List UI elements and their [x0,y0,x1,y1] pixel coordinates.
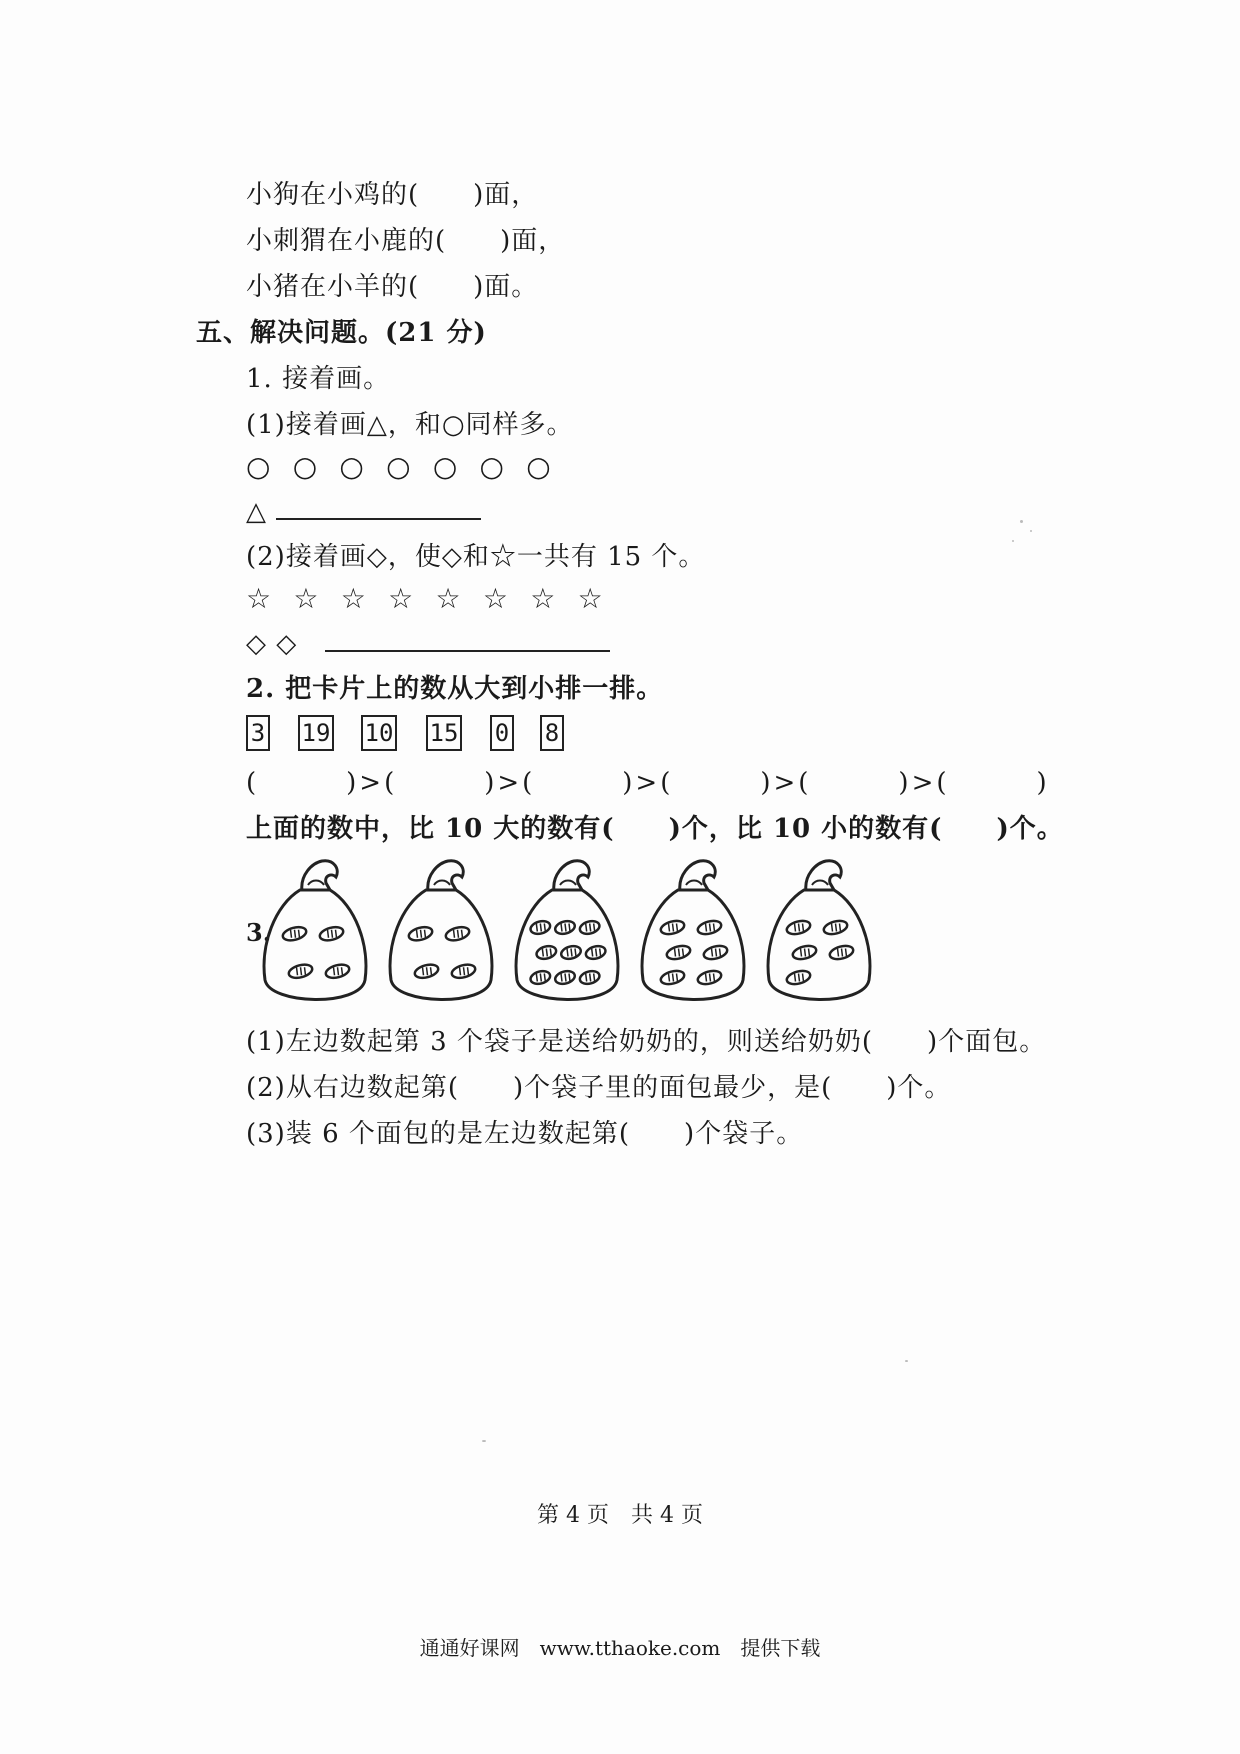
q1-part1-prompt: (1)接着画△，和○同样多。 [246,410,574,440]
bread-icon [413,962,439,980]
bread-icon [529,969,551,986]
bread-icon [696,919,722,937]
download-source: 通通好课网 www.tthaoke.com 提供下载 [419,1636,821,1660]
circle-icon: ○ [432,450,459,483]
circle-icon: ○ [479,450,505,483]
bread-icon [696,969,722,987]
bread-icon [324,962,350,980]
bread-bag [390,861,492,1000]
diamond-icon: ◇ ◇ [246,629,298,659]
star-icon: ☆ [340,582,367,615]
q3-label: 3. [246,918,272,947]
bread-icon [535,944,557,961]
star-row [246,582,616,617]
count-answer-line: 上面的数中，比 10 大的数有( )个，比 10 小的数有( )个。 [246,814,1064,844]
star-icon: ☆ [246,582,273,615]
bread-icon [785,919,811,937]
bread-bag [516,861,618,1000]
bread-icon [822,919,848,937]
circle-icon: ○ [292,450,319,483]
bread-icon [554,969,576,986]
bread-icon [560,944,582,961]
bread-icon [665,944,691,962]
diamond-answer-blank[interactable] [325,626,610,652]
q1-title: 1. 接着画。 [246,364,391,394]
triangle-icon: △ [246,497,267,527]
bread-icon [828,944,854,962]
q4-line-hedgehog: 小刺猬在小鹿的( )面， [246,226,566,256]
section-5-title: 五、解决问题。(21 分) [196,318,487,348]
diamond-answer-line [246,626,610,661]
bread-icon [702,944,728,962]
star-icon: ☆ [482,582,509,615]
bread-icon [407,925,433,943]
triangle-answer-blank[interactable] [276,494,481,520]
bread-icon [450,962,476,980]
bread-icon [444,925,470,943]
q3-part1: (1)左边数起第 3 个袋子是送给奶奶的，则送给奶奶( )个面包。 [246,1027,1047,1057]
bread-icon [659,969,685,987]
q2-title: 2. 把卡片上的数从大到小排一排。 [246,674,664,704]
star-icon: ☆ [435,582,462,615]
star-icon: ☆ [388,582,415,615]
bread-bags-illustration [240,855,900,1015]
q4-line-dog: 小狗在小鸡的( )面， [246,180,539,210]
number-card: 3 [246,715,270,751]
page-number: 第 4 页 共 4 页 [537,1503,703,1528]
bread-icon [287,962,313,980]
bread-icon [529,919,551,936]
bread-icon [584,944,606,961]
bread-icon [554,919,576,936]
q3-part2: (2)从右边数起第( )个袋子里的面包最少，是( )个。 [246,1073,952,1103]
bread-icon [281,925,307,943]
circle-icon: ○ [339,450,365,483]
bread-bag [642,861,744,1000]
number-card: 8 [540,715,564,751]
q1-part2-prompt: (2)接着画◇，使◇和☆一共有 15 个。 [246,542,706,572]
circle-icon: ○ [386,450,412,483]
bread-icon [318,925,344,943]
triangle-answer-line [246,494,481,529]
number-card: 19 [298,715,334,751]
bread-bag [264,861,366,1000]
bread-icon [659,919,685,937]
star-icon: ☆ [293,582,320,615]
star-icon: ☆ [530,582,557,615]
circle-icon: ○ [526,450,552,483]
number-card: 10 [361,715,397,751]
bread-icon [578,919,600,936]
number-card: 15 [426,715,462,751]
circle-icon: ○ [246,450,272,483]
star-icon: ☆ [577,582,604,615]
q3-part3: (3)装 6 个面包的是左边数起第( )个袋子。 [246,1119,804,1149]
bread-icon [791,944,817,962]
bread-bag [768,861,870,1000]
circle-row [246,450,564,485]
q4-line-pig: 小猪在小羊的( )面。 [246,272,539,302]
bread-icon [578,969,600,986]
order-answer-line[interactable]: ( )>( )>( )>( )>( )>( ) [246,768,1050,798]
bread-icon [785,969,811,987]
number-card: 0 [490,715,514,751]
